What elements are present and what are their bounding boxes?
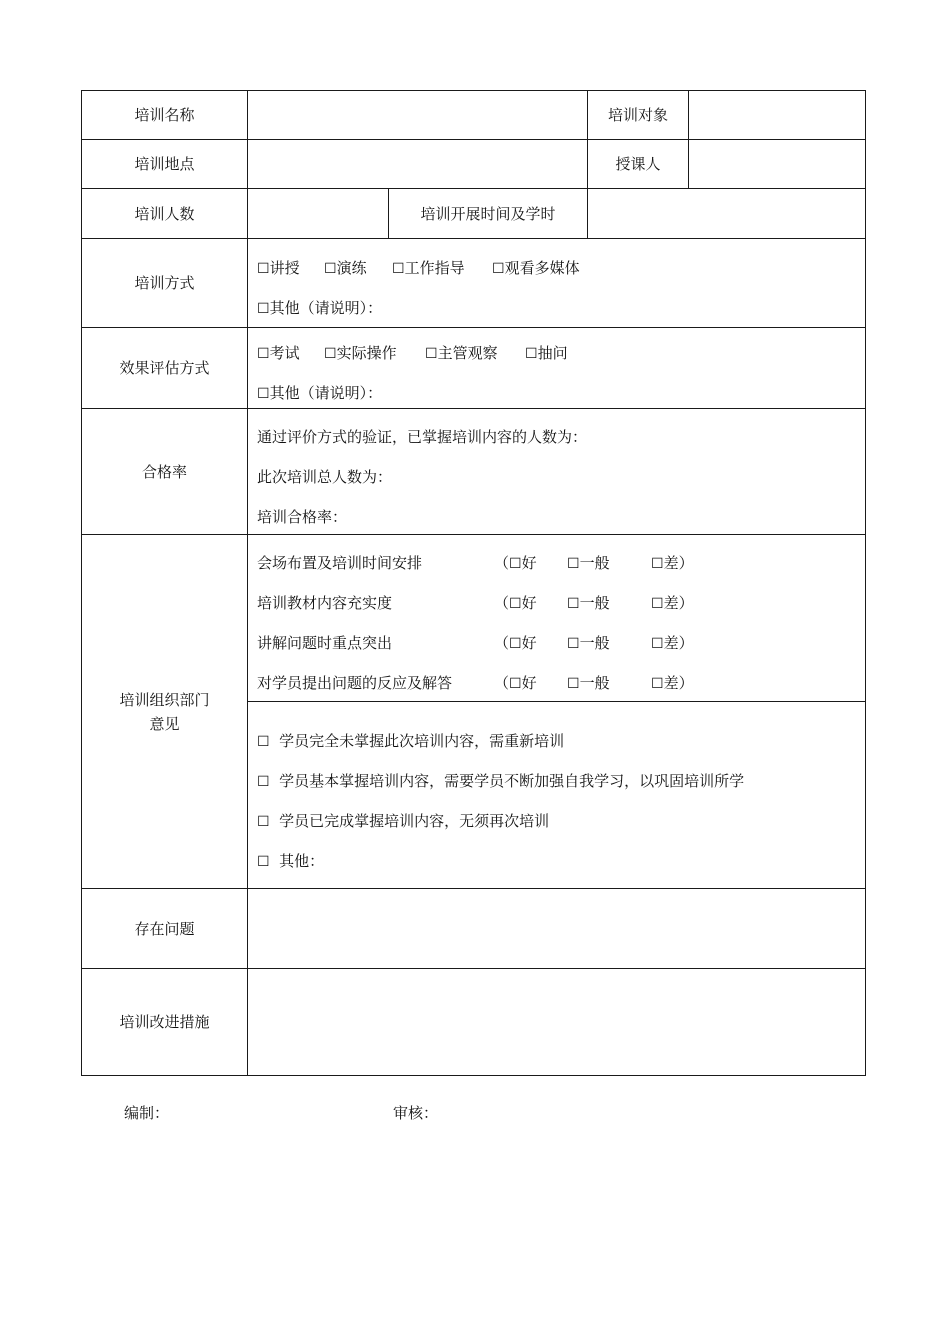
checkbox-icon[interactable]: ☐	[567, 556, 580, 572]
compiler-label: 编制：	[124, 1104, 170, 1122]
checkbox-icon[interactable]: ☐	[651, 676, 664, 692]
checkbox-icon[interactable]: ☐	[567, 636, 580, 652]
checkbox-icon[interactable]: ☐	[425, 346, 438, 362]
dept-opinion-label-line1: 培训组织部门	[119, 690, 210, 709]
checkbox-icon[interactable]: ☐	[257, 734, 270, 750]
passed-count-line[interactable]: 通过评价方式的验证，已掌握培训内容的人数为：	[257, 428, 588, 446]
issues-label: 存在问题	[134, 919, 195, 938]
rating-open-paren: （	[494, 594, 510, 612]
checkbox-icon[interactable]: ☐	[492, 261, 505, 277]
evaluation-method-label: 效果评估方式	[119, 359, 210, 377]
evaluation-option-practical[interactable]: ☐实际操作	[324, 344, 397, 362]
rating-row	[257, 553, 857, 573]
training-target-field[interactable]	[689, 91, 865, 139]
checkbox-icon[interactable]: ☐	[525, 346, 538, 362]
method-option-lecture[interactable]: ☐讲授	[257, 259, 300, 277]
rating-average[interactable]: ☐一般	[567, 594, 610, 612]
training-name-field[interactable]	[248, 91, 587, 139]
rating-poor[interactable]: ☐差）	[651, 554, 694, 572]
training-target-label: 培训对象	[607, 106, 668, 124]
lecturer-label: 授课人	[615, 155, 661, 173]
training-location-label: 培训地点	[134, 155, 195, 173]
checkbox-icon[interactable]: ☐	[257, 301, 270, 317]
rating-row	[257, 593, 857, 613]
rating-good[interactable]: ☐好	[509, 594, 537, 612]
pass-rate-label: 合格率	[141, 462, 187, 481]
subrow-divider	[247, 701, 866, 702]
training-location-field[interactable]	[248, 140, 587, 188]
dept-opinion-label	[82, 535, 247, 888]
method-option-drill[interactable]: ☐演练	[324, 259, 367, 277]
evaluation-option-other[interactable]: ☐其他（请说明）：	[257, 384, 383, 402]
rating-poor[interactable]: ☐差）	[651, 634, 694, 652]
time-and-hours-field[interactable]	[588, 189, 865, 238]
pass-rate-line[interactable]: 培训合格率：	[257, 508, 348, 526]
headcount-field[interactable]	[248, 189, 388, 238]
checkbox-icon[interactable]: ☐	[257, 774, 270, 790]
checkbox-icon[interactable]: ☐	[651, 596, 664, 612]
time-and-hours-label: 培训开展时间及学时	[420, 204, 556, 223]
training-name-label: 培训名称	[134, 106, 195, 124]
checkbox-icon[interactable]: ☐	[257, 261, 270, 277]
rating-average[interactable]: ☐一般	[567, 634, 610, 652]
conclusion-option[interactable]: ☐ 其他：	[257, 852, 325, 870]
rating-average[interactable]: ☐一般	[567, 554, 610, 572]
method-option-multimedia[interactable]: ☐观看多媒体	[492, 259, 580, 277]
method-option-other[interactable]: ☐其他（请说明）：	[257, 299, 383, 317]
conclusion-option[interactable]: ☐ 学员已完成掌握培训内容，无须再次培训	[257, 812, 550, 830]
checkbox-icon[interactable]: ☐	[509, 596, 522, 612]
checkbox-icon[interactable]: ☐	[257, 346, 270, 362]
rating-item-label: 培训教材内容充实度	[257, 594, 393, 612]
checkbox-icon[interactable]: ☐	[257, 814, 270, 830]
checkbox-icon[interactable]: ☐	[651, 636, 664, 652]
conclusion-option[interactable]: ☐ 学员基本掌握培训内容，需要学员不断加强自我学习，以巩固培训所学	[257, 772, 745, 790]
improvement-label: 培训改进措施	[119, 1013, 210, 1031]
rating-item-label: 会场布置及培训时间安排	[257, 554, 423, 572]
evaluation-method-options	[257, 343, 857, 363]
rating-average[interactable]: ☐一般	[567, 674, 610, 692]
rating-item-label: 讲解问题时重点突出	[257, 634, 393, 652]
checkbox-icon[interactable]: ☐	[257, 386, 270, 402]
method-option-work-guidance[interactable]: ☐工作指导	[392, 259, 465, 277]
checkbox-icon[interactable]: ☐	[509, 676, 522, 692]
dept-opinion-label-line2: 意见	[149, 714, 180, 733]
checkbox-icon[interactable]: ☐	[392, 261, 405, 277]
rating-open-paren: （	[494, 634, 510, 652]
rating-poor[interactable]: ☐差）	[651, 594, 694, 612]
rating-row	[257, 673, 857, 693]
rating-row	[257, 633, 857, 653]
table-border-right	[865, 90, 866, 1076]
rating-good[interactable]: ☐好	[509, 674, 537, 692]
conclusion-option[interactable]: ☐ 学员完全未掌握此次培训内容，需重新培训	[257, 732, 565, 750]
training-method-options	[257, 258, 857, 278]
evaluation-option-quiz[interactable]: ☐抽问	[525, 344, 568, 362]
table-border-bottom	[81, 1075, 866, 1076]
checkbox-icon[interactable]: ☐	[567, 596, 580, 612]
checkbox-icon[interactable]: ☐	[509, 556, 522, 572]
headcount-label: 培训人数	[134, 204, 195, 223]
total-count-line[interactable]: 此次培训总人数为：	[257, 468, 393, 486]
rating-item-label: 对学员提出问题的反应及解答	[257, 674, 453, 692]
evaluation-option-supervisor[interactable]: ☐主管观察	[425, 344, 498, 362]
rating-good[interactable]: ☐好	[509, 554, 537, 572]
lecturer-field[interactable]	[689, 140, 865, 188]
evaluation-option-exam[interactable]: ☐考试	[257, 344, 300, 362]
checkbox-icon[interactable]: ☐	[509, 636, 522, 652]
rating-open-paren: （	[494, 554, 510, 572]
rating-poor[interactable]: ☐差）	[651, 674, 694, 692]
checkbox-icon[interactable]: ☐	[257, 854, 270, 870]
training-method-label: 培训方式	[134, 274, 195, 292]
checkbox-icon[interactable]: ☐	[324, 261, 337, 277]
checkbox-icon[interactable]: ☐	[567, 676, 580, 692]
checkbox-icon[interactable]: ☐	[651, 556, 664, 572]
rating-open-paren: （	[494, 674, 510, 692]
checkbox-icon[interactable]: ☐	[324, 346, 337, 362]
rating-good[interactable]: ☐好	[509, 634, 537, 652]
reviewer-label: 审核：	[393, 1104, 439, 1122]
issues-field[interactable]	[248, 889, 865, 968]
improvement-field[interactable]	[248, 969, 865, 1075]
